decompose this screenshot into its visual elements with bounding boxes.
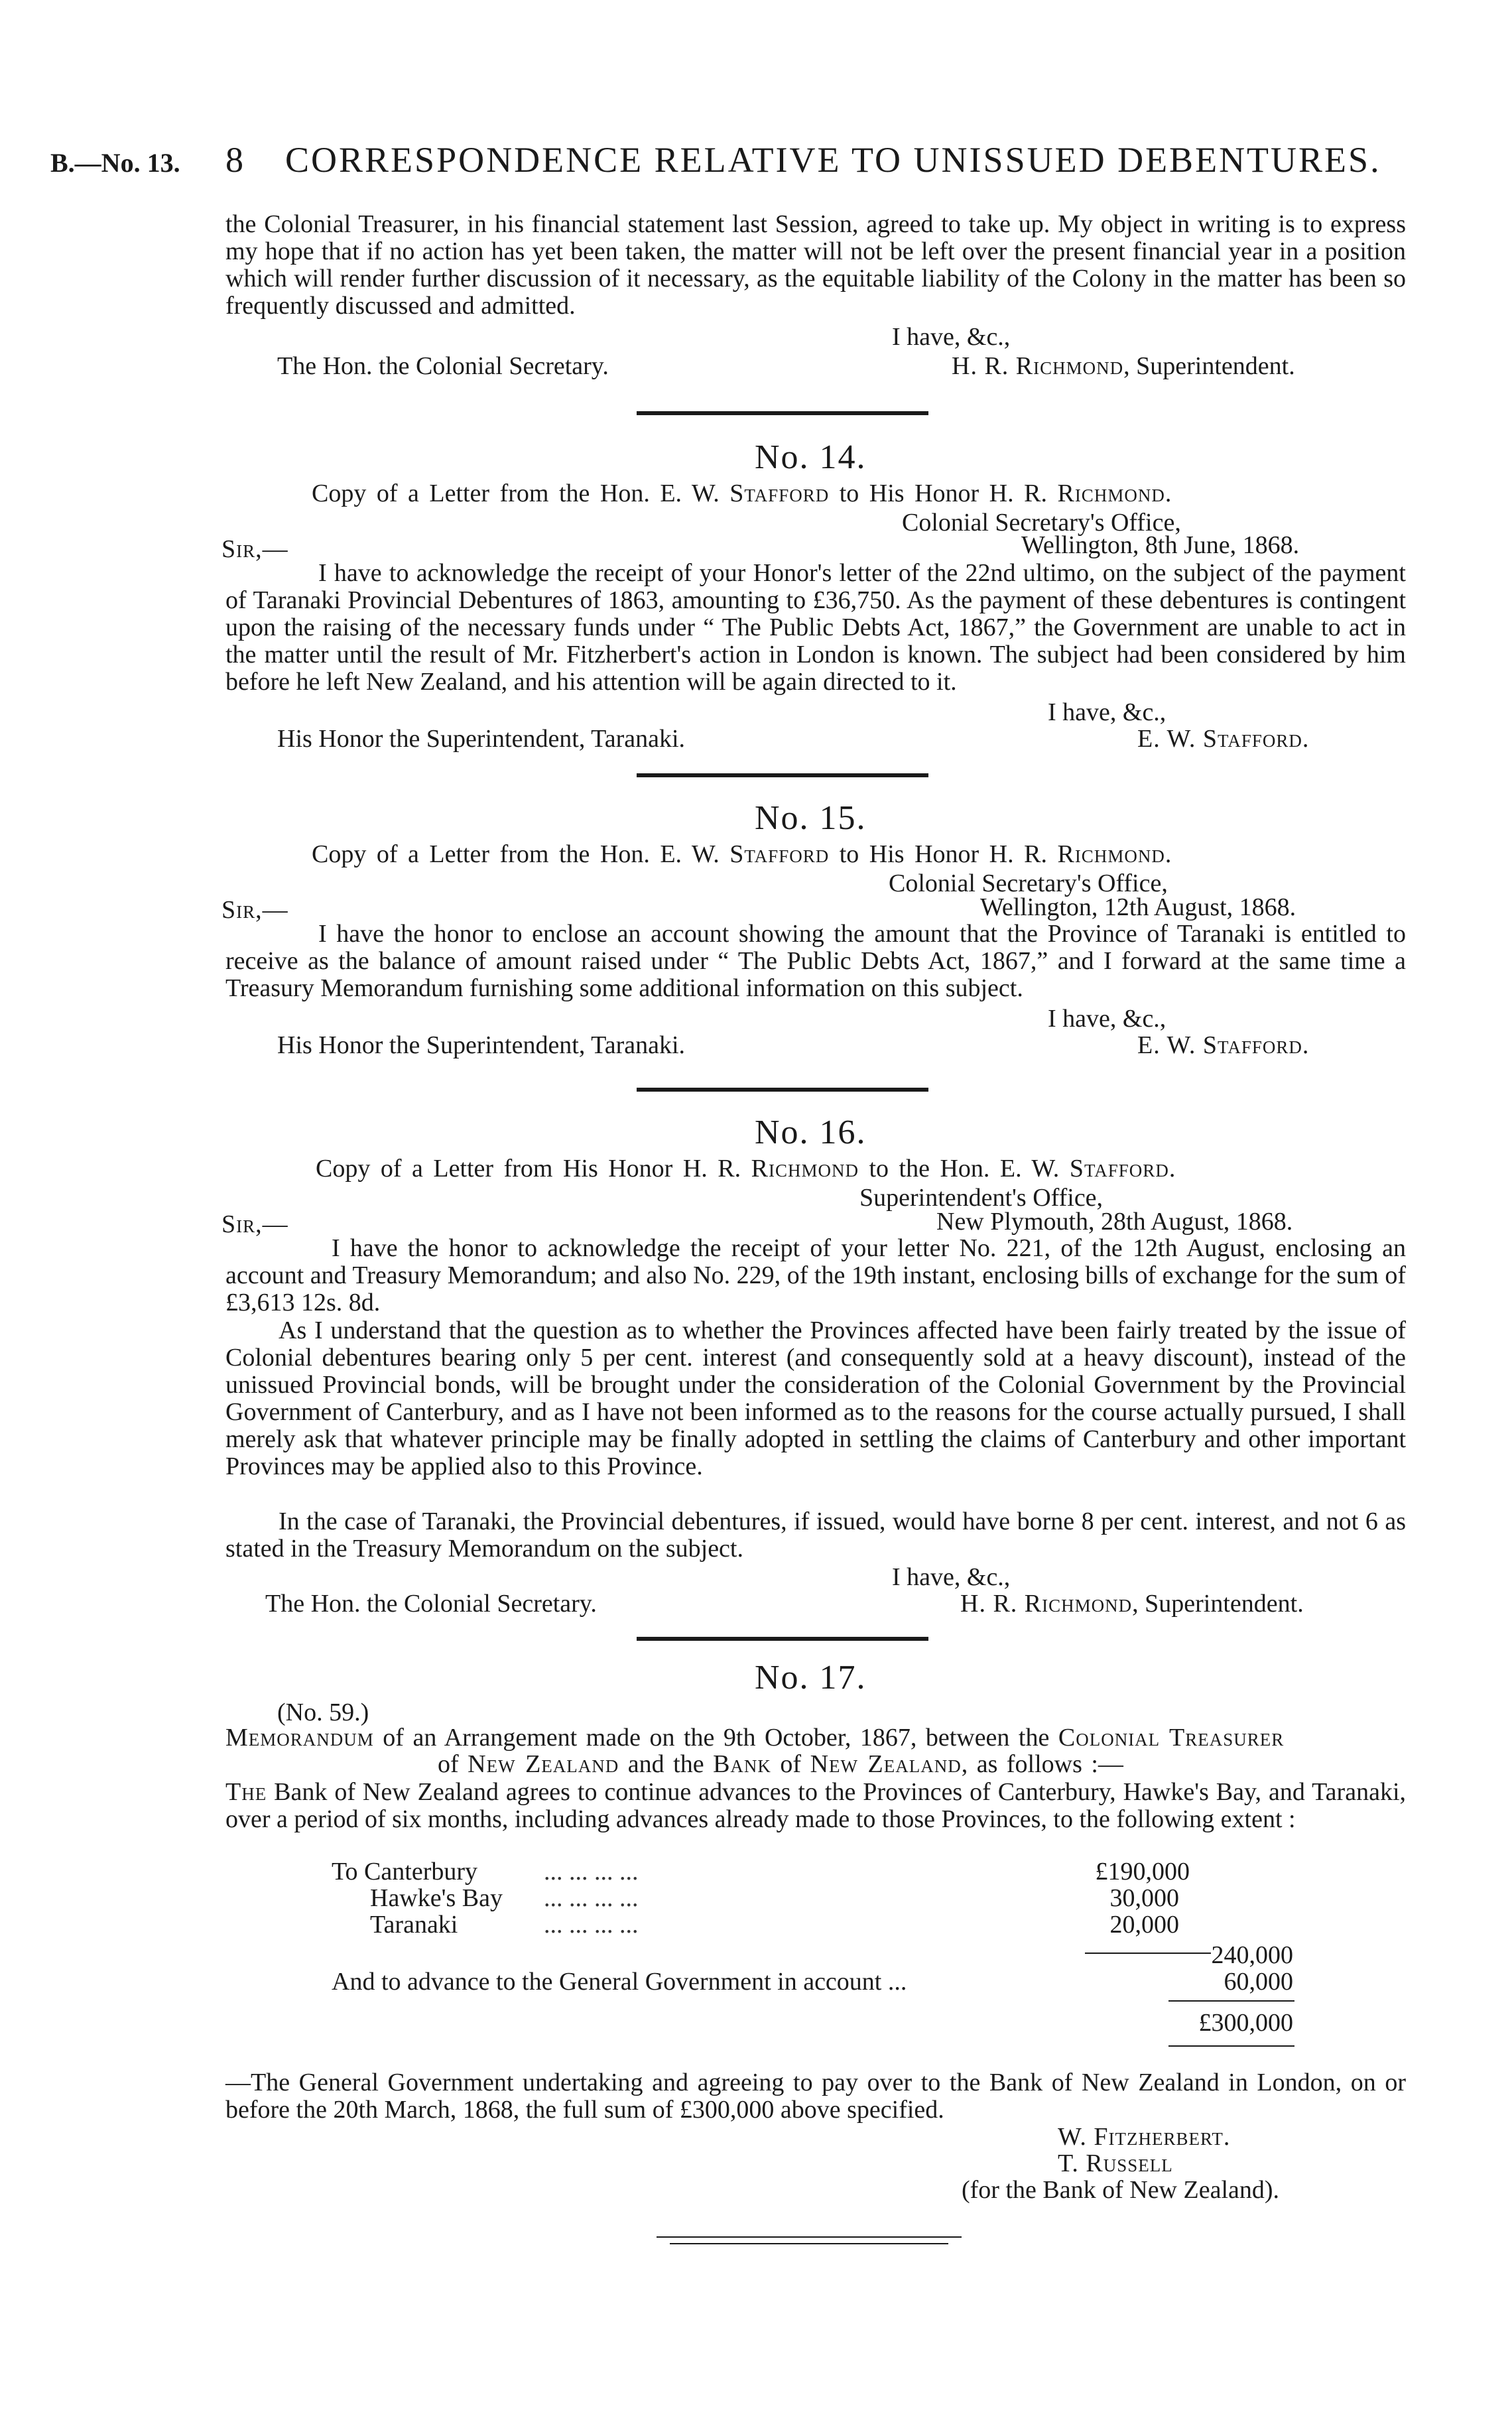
table-row-amount: £190,000 — [1095, 1858, 1190, 1886]
table-row-label: To Canterbury — [332, 1858, 478, 1886]
letter-16-closing: I have, &c., — [892, 1563, 1011, 1591]
letter-16-salutation: Sir,— — [221, 1210, 288, 1238]
memo-heading-line-2 — [438, 1750, 1123, 1779]
signer-russell: T. Russell — [1058, 2149, 1173, 2177]
letter-16-caption — [316, 1154, 1176, 1183]
letter-15-addressee: His Honor the Superintendent, Taranaki. — [277, 1031, 686, 1059]
table-row-dots: ... ... ... ... — [544, 1884, 639, 1912]
intro-paragraph: the Colonial Treasurer, in his financial statement last Session, agreed to take up. My object in writing is to express my hope that if no action has yet been taken, the matter will not be left over the present financial year in a position which will render further discussion of it necessary, as the equitable liability of the Colony in the matter has been so frequently discussed and admitted. — [225, 210, 1406, 320]
table-row-label: Taranaki — [370, 1911, 458, 1939]
letter-16-paragraph-1: I have the honor to acknowledge the receipt of your letter No. 221, of the 12th August, enclosing an account and Treasury Memorandum; and also No. 229, of the 19th instant, enclosing bills of exchange for the sum of £3,613 12s. 8d. — [225, 1234, 1406, 1316]
caption-prefix: Copy of a Letter from His Honor H. R. — [316, 1155, 741, 1183]
memo-of: of — [438, 1750, 459, 1778]
section-divider — [637, 1088, 928, 1092]
caption-prefix: Copy of a Letter from the Hon. E. W. — [312, 480, 720, 507]
caption-to: Richmond. — [1057, 480, 1172, 507]
memo-new-zealand: New Zealand — [468, 1750, 619, 1778]
letter-14-closing: I have, &c., — [1048, 698, 1166, 726]
letter-15-signature: E. W. Stafford. — [1137, 1031, 1310, 1059]
memo-word: Memorandum — [225, 1724, 374, 1752]
signer-russell-note: (for the Bank of New Zealand). — [962, 2176, 1280, 2204]
end-rule — [670, 2243, 948, 2244]
letter-15-body: I have the honor to enclose an account showing the amount that the Province of Taranaki is entitled to receive as the balance of amount raised under “ The Public Debts Act, 1867,” and I forward at the same time a Treasury Memorandum furnishing some additional information on this subject. — [225, 920, 1406, 1002]
intro-addressee: The Hon. the Colonial Secretary. — [277, 352, 609, 380]
letter-15-place-date: Wellington, 12th August, 1868. — [980, 893, 1296, 921]
memo-and: and the — [627, 1750, 704, 1778]
total-amount: £300,000 — [1198, 2009, 1293, 2037]
table-row-dots: ... ... ... ... — [544, 1911, 639, 1939]
section-divider — [637, 1637, 928, 1641]
caption-mid: to His Honor H. R. — [839, 840, 1047, 868]
document-reference: B.—No. 13. — [50, 148, 180, 178]
table-row-amount: 20,000 — [1109, 1911, 1179, 1939]
total-rule-top — [1168, 2000, 1294, 2002]
page-title: CORRESPONDENCE RELATIVE TO UNISSUED DEBENTURES. — [285, 140, 1381, 180]
section-divider — [637, 773, 928, 777]
letter-16-office: Superintendent's Office, — [859, 1184, 1103, 1212]
letter-16-signature-title: , Superintendent. — [1132, 1590, 1304, 1618]
intro-signature-title: , Superintendent. — [1123, 352, 1295, 380]
letter-14-signature: E. W. Stafford. — [1137, 725, 1310, 753]
subtotal-rule — [1085, 1953, 1211, 1954]
letter-14-place-date: Wellington, 8th June, 1868. — [1021, 531, 1300, 559]
letter-16-paragraph-3: In the case of Taranaki, the Provincial debentures, if issued, would have borne 8 per cent. interest, and not 6 as stated in the Treasury Memorandum on the subject. — [225, 1507, 1406, 1563]
memo-heading-text: of an Arrangement made on the 9th October, 1867, between the — [383, 1724, 1050, 1752]
total-rule-bottom — [1168, 2045, 1294, 2047]
letter-16-signature — [960, 1589, 1304, 1618]
table-row-label: Hawke's Bay — [370, 1884, 503, 1912]
subtotal-amount: 240,000 — [1211, 1941, 1293, 1969]
section-divider — [637, 411, 928, 415]
caption-mid: to the Hon. E. W. — [869, 1155, 1060, 1183]
letter-15-closing: I have, &c., — [1048, 1005, 1166, 1033]
letter-number-14: No. 14. — [755, 438, 867, 476]
caption-mid: to His Honor H. R. — [839, 480, 1047, 507]
memo-of: of — [780, 1750, 802, 1778]
intro-signature — [952, 352, 1295, 381]
page-number: 8 — [225, 140, 245, 180]
letter-16-paragraph-2: As I understand that the question as to whether the Provinces affected have been fairly treated by the issue of Colonial debentures bearing only 5 per cent. interest (and consequently sold at a heavy discount), instead of the unissued Provincial bonds, will be brought under the consideration of the Colonial Government by the Provincial Government of Canterbury, and as I have not been informed as to the reasons for the course actually pursued, I shall merely ask that whatever principle may be finally adopted in settling the claims of Canterbury and other important Provinces may be applied also to this Province. — [225, 1316, 1406, 1480]
letter-15-office: Colonial Secretary's Office, — [889, 869, 1168, 897]
memo-bank: Bank — [713, 1750, 771, 1778]
memo-the-word: The — [225, 1778, 267, 1806]
letter-14-addressee: His Honor the Superintendent, Taranaki. — [277, 725, 686, 753]
caption-from: Stafford — [729, 480, 830, 507]
memo-undertaking: —The General Government undertaking and agreeing to pay over to the Bank of New Zealand in London, on or before the 20th March, 1868, the full sum of £300,000 above specified. — [225, 2069, 1406, 2124]
memo-reference: (No. 59.) — [277, 1699, 369, 1726]
intro-signature-name: H. R. Richmond — [952, 352, 1124, 380]
letter-14-salutation: Sir,— — [221, 535, 288, 563]
general-government-amount: 60,000 — [1224, 1968, 1293, 1996]
memo-party-colonial-treasurer: Colonial Treasurer — [1058, 1724, 1285, 1752]
letter-15-caption — [312, 840, 1172, 869]
memo-agreement — [225, 1779, 1406, 1833]
table-row-amount: 30,000 — [1109, 1884, 1179, 1912]
general-government-label: And to advance to the General Government in account ... — [332, 1968, 907, 1996]
caption-from: Stafford — [729, 840, 830, 868]
memo-bank-new-zealand: New Zealand — [810, 1750, 962, 1778]
signer-fitzherbert: W. Fitzherbert. — [1058, 2123, 1231, 2151]
caption-to: Richmond. — [1057, 840, 1172, 868]
letter-16-addressee: The Hon. the Colonial Secretary. — [265, 1590, 597, 1618]
memo-agreement-text: Bank of New Zealand agrees to continue advances to the Provinces of Canterbury, Hawke's Bay, and Taranaki, over a period of six months, including advances already made to those Provinces, to the following extent : — [225, 1778, 1406, 1833]
caption-prefix: Copy of a Letter from the Hon. E. W. — [312, 840, 720, 868]
letter-14-office: Colonial Secretary's Office, — [902, 509, 1181, 537]
letter-number-17: No. 17. — [755, 1659, 867, 1697]
letter-16-place-date: New Plymouth, 28th August, 1868. — [936, 1208, 1293, 1236]
end-rule — [657, 2236, 962, 2238]
letter-15-salutation: Sir,— — [221, 896, 288, 924]
letter-number-15: No. 15. — [755, 799, 867, 837]
letter-14-body: I have to acknowledge the receipt of your Honor's letter of the 22nd ultimo, on the subject of the payment of Taranaki Provincial Debentures of 1863, amounting to £36,750. As the payment of these debentures is contingent upon the raising of the necessary funds under “ The Public Debts Act, 1867,” the Government are unable to act in the matter until the result of Mr. Fitzherbert's action in London is known. The subject had been considered by him before he left New Zealand, and his attention will be again directed to it. — [225, 559, 1406, 696]
letter-14-caption — [312, 479, 1172, 508]
memo-follows: , as follows :— — [961, 1750, 1123, 1778]
memo-heading-line-1 — [225, 1723, 1284, 1752]
letter-number-16: No. 16. — [755, 1114, 867, 1151]
letter-16-signature-name: H. R. Richmond — [960, 1590, 1133, 1618]
caption-to: Stafford. — [1069, 1155, 1176, 1183]
caption-from: Richmond — [751, 1155, 859, 1183]
intro-closing: I have, &c., — [892, 323, 1011, 351]
table-row-dots: ... ... ... ... — [544, 1858, 639, 1886]
